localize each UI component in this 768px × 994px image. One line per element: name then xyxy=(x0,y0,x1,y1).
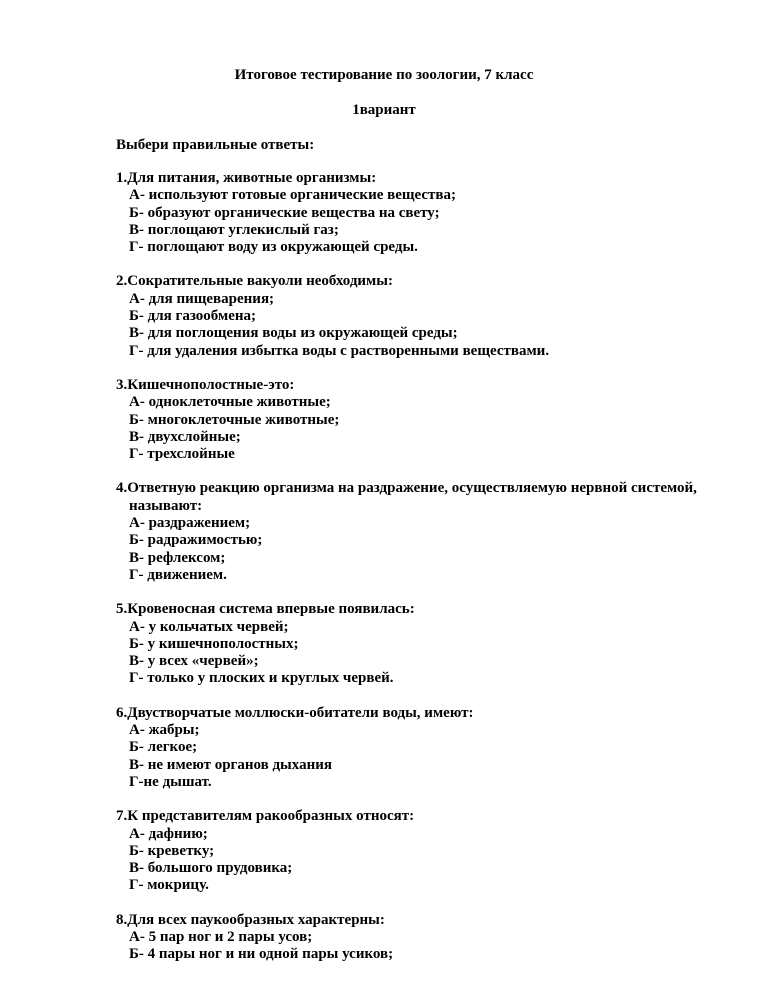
answer-option-g: Г- для удаления избытка воды с растворенными веществами. xyxy=(129,342,550,359)
answer-option-a: А- для пищеварения; xyxy=(129,290,275,307)
answer-option-v: В- поглощают углекислый газ; xyxy=(129,221,339,238)
question-7 xyxy=(116,808,736,894)
answer-option-a: А- используют готовые органические вещества; xyxy=(129,187,456,204)
question-text: 3.Кишечнополостные-это: xyxy=(116,376,295,393)
question-1 xyxy=(116,170,736,256)
answer-options xyxy=(116,826,736,895)
answer-option-v: В- у всех «червей»; xyxy=(129,653,259,670)
question-4 xyxy=(116,480,736,584)
document-title: Итоговое тестирование по зоологии, 7 класс xyxy=(234,67,534,83)
variant-label: 1вариант xyxy=(352,102,416,118)
question-text: 2.Сократительные вакуоли необходимы: xyxy=(116,273,393,290)
answer-options xyxy=(116,515,736,584)
answer-option-b: Б- креветку; xyxy=(129,842,215,859)
answer-option-a: А- 5 пар ног и 2 пары усов; xyxy=(129,928,313,945)
question-text: 7.К представителям ракообразных относят: xyxy=(116,808,415,825)
question-8 xyxy=(116,912,736,964)
answer-option-g: Г- поглощают воду из окружающей среды. xyxy=(129,239,418,256)
question-6 xyxy=(116,705,736,791)
answer-option-a: А- раздражением; xyxy=(129,515,251,532)
answer-options xyxy=(116,619,736,688)
question-text: 1.Для питания, животные организмы: xyxy=(116,170,377,186)
answer-option-b: Б- многоклеточные животные; xyxy=(129,411,340,428)
instruction-text: Выбери правильные ответы: xyxy=(116,137,315,153)
answer-option-b: Б- у кишечнополостных; xyxy=(129,635,299,652)
question-5 xyxy=(116,601,736,687)
answer-option-b: Б- для газообмена; xyxy=(129,308,256,325)
answer-options xyxy=(116,722,736,791)
question-2 xyxy=(116,273,736,359)
question-text: 8.Для всех паукообразных характерны: xyxy=(116,911,385,928)
question-text: 4.Ответную реакцию организма на раздражение, осуществляемую нервной системой, называют: xyxy=(116,480,697,514)
answer-option-a: А- дафнию; xyxy=(129,825,208,842)
answer-options xyxy=(116,929,736,964)
answer-option-v: В- двухслойные; xyxy=(129,428,241,445)
answer-option-g: Г- движением. xyxy=(129,566,227,583)
answer-option-g: Г-не дышат. xyxy=(129,773,212,790)
answer-options xyxy=(116,187,736,256)
question-3 xyxy=(116,377,736,463)
question-text: 5.Кровеносная система впервые появилась: xyxy=(116,601,415,618)
answer-option-v: В- рефлексом; xyxy=(129,549,226,566)
answer-options xyxy=(116,394,736,463)
answer-options xyxy=(116,291,736,360)
answer-option-g: Г- мокрицу. xyxy=(129,877,209,894)
answer-option-b: Б- 4 пары ног и ни одной пары усиков; xyxy=(129,946,394,963)
answer-option-v: В- не имеют органов дыхания xyxy=(129,756,332,773)
answer-option-v: В- большого прудовика; xyxy=(129,860,293,877)
answer-option-g: Г- только у плоских и круглых червей. xyxy=(129,670,394,687)
answer-option-a: А- жабры; xyxy=(129,722,200,739)
answer-option-b: Б- радражимостью; xyxy=(129,532,263,549)
questions-list xyxy=(116,170,736,981)
answer-option-a: А- одноклеточные животные; xyxy=(129,394,331,411)
question-text: 6.Двустворчатые моллюски-обитатели воды, имеют: xyxy=(116,704,474,721)
answer-option-a: А- у кольчатых червей; xyxy=(129,618,289,635)
answer-option-v: В- для поглощения воды из окружающей среды; xyxy=(129,325,458,342)
answer-option-b: Б- образуют органические вещества на свету; xyxy=(129,204,440,221)
answer-option-g: Г- трехслойные xyxy=(129,446,235,463)
answer-option-b: Б- легкое; xyxy=(129,739,198,756)
